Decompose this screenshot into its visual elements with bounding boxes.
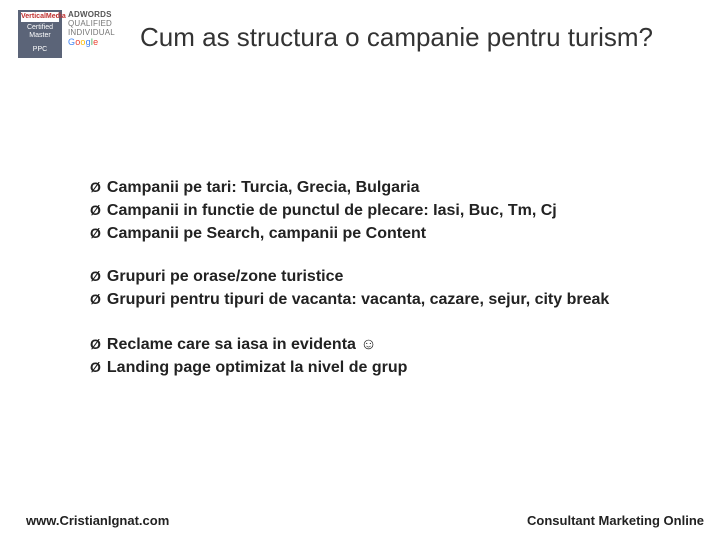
badge-line-2: Master [29, 32, 51, 39]
arrow-bullet-icon: Ø [90, 268, 101, 284]
list-item [90, 222, 650, 245]
list-item [90, 176, 650, 199]
list-item-text: Campanii pe tari: Turcia, Grecia, Bulgaria [106, 179, 420, 196]
google-letter: o [80, 37, 86, 47]
arrow-bullet-icon: Ø [90, 291, 101, 307]
arrow-bullet-icon: Ø [90, 336, 101, 352]
list-item [90, 356, 650, 379]
adwords-logo [18, 10, 124, 62]
website-link[interactable]: www.CristianIgnat.com [26, 513, 170, 528]
logo-line-3: INDIVIDUAL [68, 28, 115, 37]
list-item-text: Campanii in functie de punctul de plecare: Iasi, Buc, Tm, Cj [106, 202, 557, 219]
list-item-text: Reclame care sa iasa in evidenta ☺ [106, 336, 377, 353]
arrow-bullet-icon: Ø [90, 359, 101, 375]
qualified-logo [68, 10, 124, 48]
google-wordmark [68, 37, 124, 48]
google-letter: G [68, 37, 76, 47]
badge-logo [18, 10, 66, 58]
google-letter: e [93, 37, 99, 47]
bullet-group-campaigns [90, 176, 650, 245]
list-item-text: Campanii pe Search, campanii pe Content [106, 225, 427, 242]
brand-text: VerticalMedia [21, 13, 66, 20]
list-item-text: Grupuri pentru tipuri de vacanta: vacanta, cazare, sejur, city break [106, 291, 610, 308]
arrow-bullet-icon: Ø [90, 179, 101, 195]
list-item [90, 265, 650, 288]
google-letter: o [75, 37, 81, 47]
badge-line-3: PPC [32, 46, 48, 53]
arrow-bullet-icon: Ø [90, 202, 101, 218]
footer-tagline: Consultant Marketing Online [527, 513, 704, 528]
google-letter: g [85, 37, 91, 47]
badge-line-1: Certified [26, 24, 54, 31]
list-item [90, 199, 650, 222]
list-item [90, 288, 650, 311]
bullet-group-ads [90, 333, 650, 379]
arrow-bullet-icon: Ø [90, 225, 101, 241]
list-item-text: Landing page optimizat la nivel de grup [106, 359, 408, 376]
slide-title: Cum as structura o campanie pentru turism? [140, 22, 653, 52]
bullet-list [90, 176, 650, 399]
logo-line-1: ADWORDS [68, 10, 112, 19]
google-letter: l [90, 37, 94, 47]
bullet-group-adgroups [90, 265, 650, 311]
logo-line-2: QUALIFIED [68, 19, 113, 28]
list-item [90, 333, 650, 356]
list-item-text: Grupuri pe orase/zone turistice [106, 268, 344, 285]
